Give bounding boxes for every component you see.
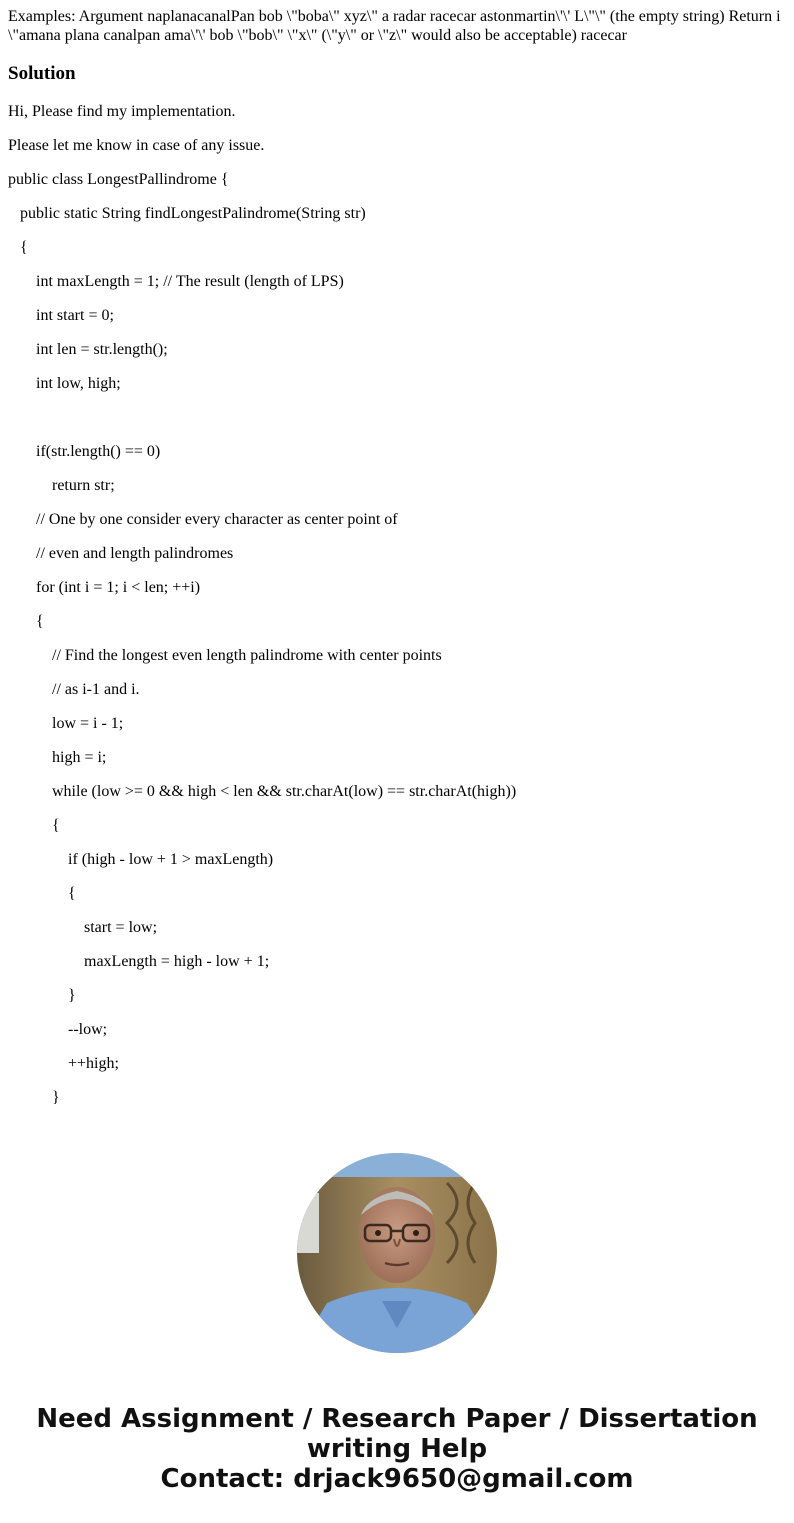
code-line: while (low >= 0 && high < len && str.charAt(low) == str.charAt(high)) [8,783,517,800]
promo-banner [0,1404,794,1494]
code-line: --low; [8,1021,108,1038]
promo-line-2: writing Help [306,1434,488,1464]
code-line: public static String findLongestPalindrome(String str) [8,205,366,222]
code-line: int low, high; [8,375,121,392]
question-line-2: \"amana plana canalpan ama\'\' bob \"bob\" \"x\" (\"y\" or \"z\" would also be acceptable) racecar [8,27,627,44]
author-photo-graphic [297,1153,497,1353]
code-line: high = i; [8,749,107,766]
solution-heading: Solution [8,63,76,84]
code-line: return str; [8,477,115,494]
code-line: public class LongestPallindrome { [8,171,229,188]
code-line: } [8,1089,60,1106]
code-line: ++high; [8,1055,119,1072]
code-line: start = low; [8,919,158,936]
code-line: maxLength = high - low + 1; [8,953,270,970]
code-line: // Find the longest even length palindrome with center points [8,647,442,664]
code-line: // even and length palindromes [8,545,234,562]
code-line: } [8,987,76,1004]
code-line: { [8,817,60,834]
code-line: { [8,613,44,630]
question-text [8,7,786,45]
code-line: // One by one consider every character as center point of [8,511,398,528]
code-line: { [8,885,76,902]
code-line: { [8,239,28,256]
code-line: if(str.length() == 0) [8,443,161,460]
code-line: // as i-1 and i. [8,681,140,698]
solution-line: Please let me know in case of any issue. [8,137,265,154]
code-line: int len = str.length(); [8,341,168,358]
promo-line-1: Need Assignment / Research Paper / Dissertation [36,1404,758,1434]
promo-contact[interactable]: Contact: drjack9650@gmail.com [160,1464,634,1494]
code-line: if (high - low + 1 > maxLength) [8,851,274,868]
code-line: int start = 0; [8,307,114,324]
question-line-1: Examples: Argument naplanacanalPan bob \"boba\" xyz\" a radar racecar astonmartin\'\' L\"\" (the empty string) Return i [8,8,781,25]
code-line: for (int i = 1; i < len; ++i) [8,579,201,596]
code-line: int maxLength = 1; // The result (length of LPS) [8,273,344,290]
solution-line: Hi, Please find my implementation. [8,103,236,120]
author-photo-icon [297,1153,497,1353]
code-line: low = i - 1; [8,715,124,732]
